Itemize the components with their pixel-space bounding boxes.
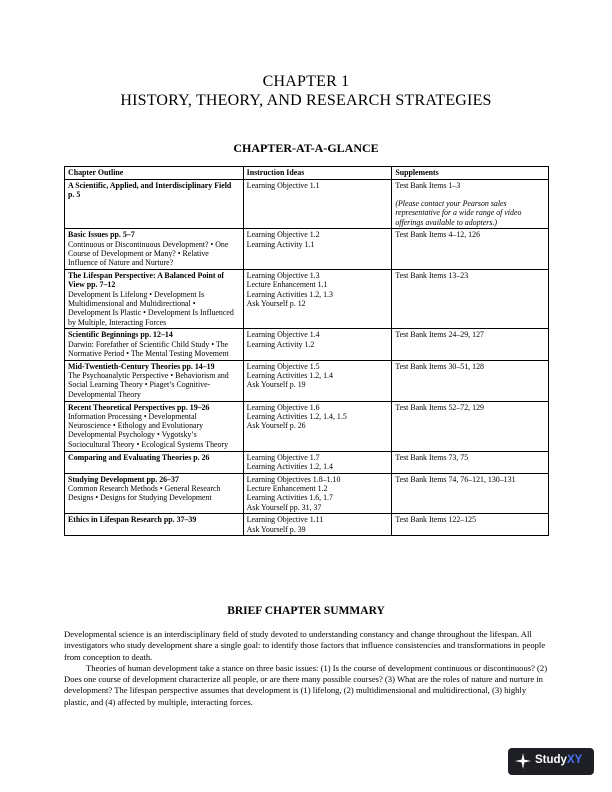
column-header-outline: Chapter Outline bbox=[65, 167, 244, 180]
instruction-item: Ask Yourself p. 26 bbox=[246, 421, 306, 431]
table-header-row bbox=[65, 167, 549, 180]
outline-subtopics: Development Is Lifelong • Development Is Multidimensional and Multidirectional • Development Is Plastic • Development Is Influenced by Multiple, Interacting Forces bbox=[68, 289, 234, 327]
supplement-item: Test Bank Items 1–3 bbox=[395, 180, 461, 190]
instruction-item: Lecture Enhancement 1.2 bbox=[246, 483, 328, 493]
table-row bbox=[65, 401, 549, 451]
chapter-title: HISTORY, THEORY, AND RESEARCH STRATEGIES bbox=[120, 92, 492, 109]
supplement-cell bbox=[392, 514, 549, 536]
table-row bbox=[65, 179, 549, 229]
supplement-item: Test Bank Items 73, 75 bbox=[395, 452, 469, 462]
supplement-item: Test Bank Items 74, 76–121, 130–131 bbox=[395, 474, 516, 484]
instruction-cell bbox=[243, 360, 392, 401]
supplement-note: (Please contact your Pearson sales representative for a wide range of video offerings available to adopters.) bbox=[395, 199, 522, 227]
instruction-cell bbox=[243, 329, 392, 360]
table-row bbox=[65, 360, 549, 401]
outline-cell bbox=[65, 451, 244, 473]
supplement-cell bbox=[392, 329, 549, 360]
column-header-instruction: Instruction Ideas bbox=[243, 167, 392, 180]
supplement-cell bbox=[392, 401, 549, 451]
instruction-item: Learning Objective 1.2 bbox=[246, 230, 320, 240]
outline-cell bbox=[65, 473, 244, 514]
outline-topic: Studying Development pp. 26–37 bbox=[68, 474, 179, 484]
instruction-cell bbox=[243, 451, 392, 473]
outline-cell bbox=[65, 229, 244, 270]
column-header-supplements: Supplements bbox=[392, 167, 549, 180]
instruction-item: Learning Objective 1.5 bbox=[246, 361, 320, 371]
table-row bbox=[65, 329, 549, 360]
outline-topic: Mid-Twentieth-Century Theories pp. 14–19 bbox=[68, 361, 215, 371]
supplement-item: Test Bank Items 52–72, 129 bbox=[395, 402, 484, 412]
outline-topic: The Lifespan Perspective: A Balanced Point of View pp. 7–12 bbox=[68, 271, 225, 290]
sparkle-icon bbox=[514, 752, 532, 770]
summary-paragraph: Developmental science is an interdisciplinary field of study devoted to understanding constancy and change throughout the lifespan. All investigators who study development share a single goal: to identify those factors that influence consistencies and transformations in people from conception to death. bbox=[64, 629, 546, 662]
summary-heading: BRIEF CHAPTER SUMMARY bbox=[227, 605, 385, 617]
table-row bbox=[65, 270, 549, 329]
outline-subtopics: Darwin: Forefather of Scientific Child Study • The Normative Period • The Mental Testing Movement bbox=[68, 339, 229, 359]
outline-cell bbox=[65, 329, 244, 360]
instruction-item: Learning Objective 1.11 bbox=[246, 515, 324, 525]
outline-topic: Basic Issues pp. 5–7 bbox=[68, 230, 135, 240]
supplement-item: Test Bank Items 13–23 bbox=[395, 271, 469, 281]
chapter-outline-table bbox=[64, 166, 549, 536]
table-row bbox=[65, 451, 549, 473]
supplement-cell bbox=[392, 360, 549, 401]
instruction-item: Learning Objective 1.7 bbox=[246, 452, 320, 462]
outline-cell bbox=[65, 179, 244, 229]
instruction-item: Ask Yourself pp. 31, 37 bbox=[246, 502, 322, 512]
instruction-item: Learning Objective 1.6 bbox=[246, 402, 320, 412]
outline-topic: Recent Theoretical Perspectives pp. 19–26 bbox=[68, 402, 210, 412]
outline-cell bbox=[65, 514, 244, 536]
instruction-item: Learning Objective 1.3 bbox=[246, 271, 320, 281]
supplement-cell bbox=[392, 229, 549, 270]
outline-topic: Scientific Beginnings pp. 12–14 bbox=[68, 330, 173, 340]
summary-body bbox=[64, 629, 549, 708]
outline-topic: Comparing and Evaluating Theories p. 26 bbox=[68, 452, 210, 462]
outline-cell bbox=[65, 401, 244, 451]
outline-subtopics: The Psychoanalytic Perspective • Behaviorism and Social Learning Theory • Piaget’s Cognitive-Developmental Theory bbox=[68, 371, 229, 399]
instruction-cell bbox=[243, 229, 392, 270]
brand-name-main: Study bbox=[535, 754, 567, 766]
supplement-item: Test Bank Items 30–51, 128 bbox=[395, 361, 484, 371]
instruction-cell bbox=[243, 473, 392, 514]
brand-name bbox=[535, 754, 582, 766]
studyxy-badge[interactable] bbox=[508, 748, 594, 775]
table-body bbox=[65, 179, 549, 536]
instruction-cell bbox=[243, 270, 392, 329]
table-row bbox=[65, 514, 549, 536]
outline-cell bbox=[65, 270, 244, 329]
instruction-item: Learning Activities 1.6, 1.7 bbox=[246, 493, 333, 503]
outline-topic: A Scientific, Applied, and Interdisciplinary Field p. 5 bbox=[68, 180, 232, 200]
supplement-cell bbox=[392, 270, 549, 329]
outline-cell bbox=[65, 360, 244, 401]
instruction-item: Learning Activities 1.2, 1.4 bbox=[246, 461, 333, 471]
outline-subtopics: Continuous or Discontinuous Development? • One Course of Development or Many? • Relative Influence of Nature and Nurture? bbox=[68, 239, 229, 268]
instruction-item: Ask Yourself p. 12 bbox=[246, 299, 306, 309]
supplement-item: Test Bank Items 24–29, 127 bbox=[395, 330, 484, 340]
table-row bbox=[65, 229, 549, 270]
instruction-item: Learning Objective 1.4 bbox=[246, 330, 320, 340]
instruction-item: Learning Objectives 1.8–1.10 bbox=[246, 474, 341, 484]
supplement-item: Test Bank Items 4–12, 126 bbox=[395, 230, 481, 240]
instruction-item: Ask Yourself p. 39 bbox=[246, 524, 306, 534]
table-row bbox=[65, 473, 549, 514]
instruction-item: Learning Activity 1.2 bbox=[246, 339, 315, 349]
outline-subtopics: Information Processing • Developmental Neuroscience • Ethology and Evolutionary Developmental Psychology • Vygotsky’s Sociocultural Theory • Ecological Systems Theory bbox=[68, 411, 229, 449]
instruction-cell bbox=[243, 514, 392, 536]
instruction-item: Learning Activities 1.2, 1.3 bbox=[246, 289, 333, 299]
outline-subtopics: Common Research Methods • General Research Designs • Designs for Studying Development bbox=[68, 483, 221, 503]
instruction-item: Learning Objective 1.1 bbox=[246, 180, 320, 190]
instruction-item: Learning Activities 1.2, 1.4 bbox=[246, 371, 333, 381]
instruction-cell bbox=[243, 179, 392, 229]
chapter-at-a-glance-heading: CHAPTER-AT-A-GLANCE bbox=[233, 141, 379, 155]
supplement-item: Test Bank Items 122–125 bbox=[395, 515, 477, 525]
brand-name-accent: XY bbox=[566, 754, 583, 766]
instruction-item: Lecture Enhancement 1.1 bbox=[246, 280, 328, 290]
instruction-item: Ask Yourself p. 19 bbox=[246, 380, 306, 390]
supplement-cell bbox=[392, 473, 549, 514]
supplement-cell bbox=[392, 179, 549, 229]
supplement-cell bbox=[392, 451, 549, 473]
summary-paragraph: Theories of human development take a stance on three basic issues: (1) Is the course of development continuous or discontinuous? (2) Does one course of development characterize all people, or are there many possible courses? (3) What are the roles of nature and nurture in development? The lifespan perspective assumes that development is (1) lifelong, (2) multidimensional and multidirectional, (3) highly plastic, and (4) affected by multiple, interacting forces. bbox=[64, 662, 548, 707]
instruction-item: Learning Activities 1.2, 1.4, 1.5 bbox=[246, 411, 347, 421]
instruction-cell bbox=[243, 401, 392, 451]
outline-topic: Ethics in Lifespan Research pp. 37–39 bbox=[68, 515, 197, 525]
chapter-number: CHAPTER 1 bbox=[262, 73, 350, 90]
instruction-item: Learning Activity 1.1 bbox=[246, 239, 315, 249]
